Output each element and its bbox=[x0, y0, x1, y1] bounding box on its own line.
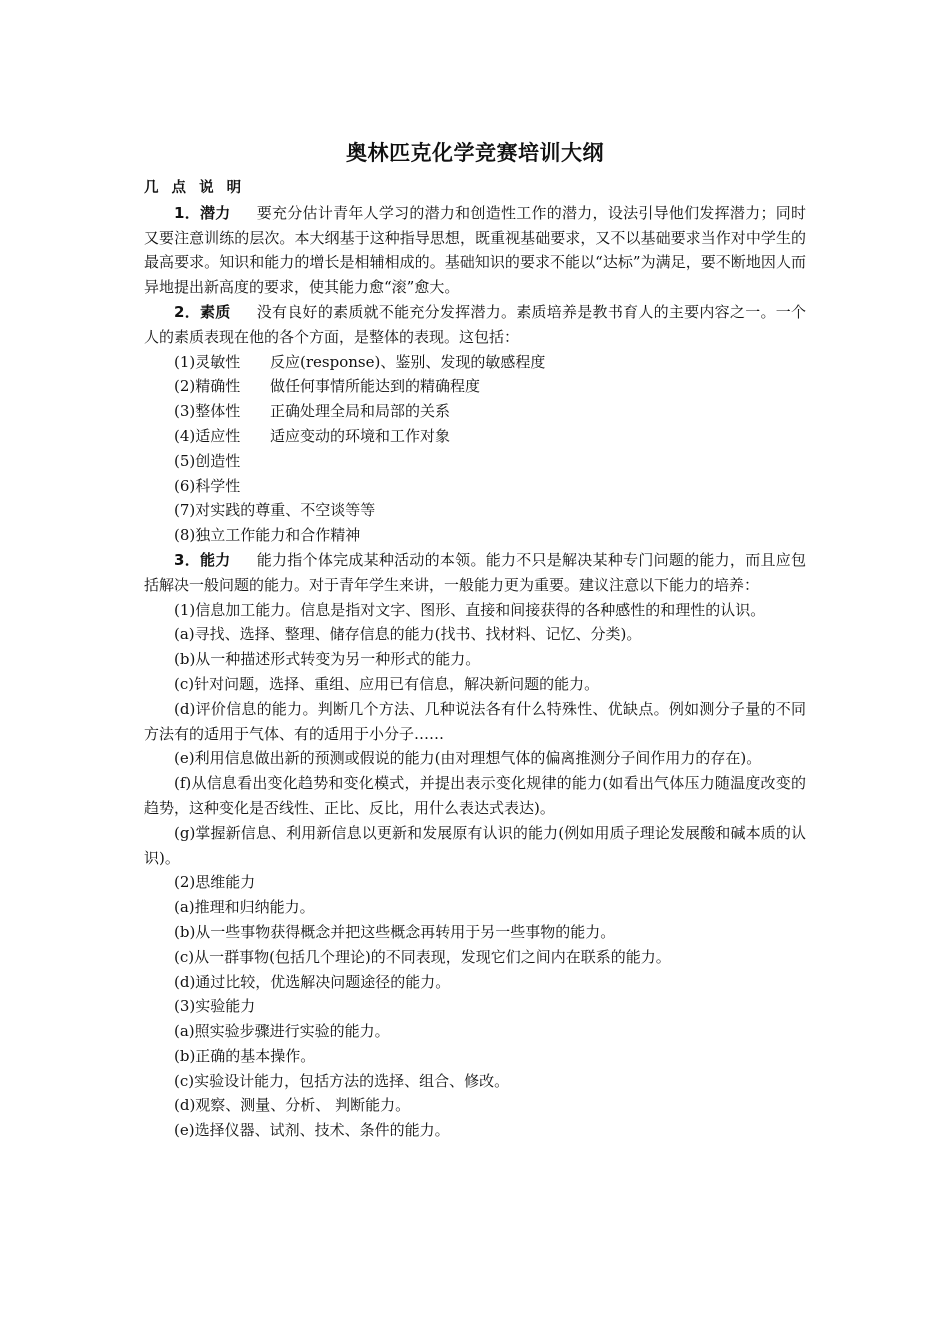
ability-item: (g)掌握新信息、利用新信息以更新和发展原有认识的能力(例如用质子理论发展酸和碱本质的认识)。 bbox=[144, 823, 806, 867]
quality-label: (1)灵敏性 bbox=[174, 352, 241, 371]
quality-label: (2)精确性 bbox=[174, 377, 241, 396]
quality-label: (6)科学性 bbox=[174, 476, 241, 495]
ability-item: (c)针对问题，选择、重组、应用已有信息，解决新问题的能力。 bbox=[174, 674, 600, 693]
paragraph-text: 没有良好的素质就不能充分发挥潜力。素质培养是教书育人的主要内容之一。一个人的素质表现在他的各个方面，是整体的表现。这包括： bbox=[144, 302, 806, 346]
ability-item: (d)观察、测量、分析、 判断能力。 bbox=[174, 1096, 411, 1115]
ability-item: (a)照实验步骤进行实验的能力。 bbox=[174, 1022, 390, 1041]
ability-item: (d)评价信息的能力。判断几个方法、几种说法各有什么特殊性、优缺点。例如测分子量的不同方法有的适用于气体、有的适用于小分子…… bbox=[144, 699, 806, 743]
quality-label: (8)独立工作能力和合作精神 bbox=[174, 526, 361, 545]
ability-item: (b)从一些事物获得概念并把这些概念再转用于另一些事物的能力。 bbox=[174, 922, 616, 941]
ability-item: (3)实验能力 bbox=[174, 997, 256, 1016]
quality-item bbox=[144, 474, 806, 499]
paragraph-number: 3． bbox=[174, 550, 200, 569]
section-heading: 几 点 说 明 bbox=[144, 180, 246, 196]
paragraph-ability bbox=[144, 548, 806, 598]
paragraph-text: 能力指个体完成某种活动的本领。能力不只是解决某种专门问题的能力，而且应包括解决一般问题的能力。对于青年学生来讲，一般能力更为重要。建议注意以下能力的培养： bbox=[144, 550, 806, 594]
quality-description: 正确处理全局和局部的关系 bbox=[270, 402, 451, 421]
paragraph-heading: 素质 bbox=[199, 302, 231, 321]
ability-item: (1)信息加工能力。信息是指对文字、图形、直接和间接获得的各种感性的和理性的认识。 bbox=[174, 600, 766, 619]
quality-label: (3)整体性 bbox=[174, 402, 241, 421]
ability-item: (2)思维能力 bbox=[174, 873, 256, 892]
quality-item bbox=[144, 399, 806, 424]
paragraph-heading: 潜力 bbox=[199, 203, 231, 222]
paragraph-number: 2． bbox=[174, 302, 200, 321]
quality-label: (5)创造性 bbox=[174, 451, 241, 470]
quality-item bbox=[144, 424, 806, 449]
quality-item bbox=[144, 350, 806, 375]
ability-item: (c)从一群事物(包括几个理论)的不同表现，发现它们之间内在联系的能力。 bbox=[174, 947, 671, 966]
ability-item: (f)从信息看出变化趋势和变化模式，并提出表示变化规律的能力(如看出气体压力随温度改变的趋势，这种变化是否线性、正比、反比，用什么表达式表达)。 bbox=[144, 774, 806, 817]
quality-item bbox=[144, 374, 806, 399]
ability-item: (a)寻找、选择、整理、储存信息的能力(找书、找材料、记忆、分类)。 bbox=[174, 625, 642, 644]
document-title: 奥林匹克化学竞赛培训大纲 bbox=[346, 141, 604, 165]
ability-item: (b)正确的基本操作。 bbox=[174, 1046, 316, 1065]
paragraph-heading: 能力 bbox=[199, 550, 231, 569]
ability-item: (e)利用信息做出新的预测或假说的能力(由对理想气体的偏离推测分子间作用力的存在)。 bbox=[174, 749, 762, 768]
quality-list bbox=[144, 350, 806, 548]
ability-item: (a)推理和归纳能力。 bbox=[174, 898, 315, 917]
paragraph-number: 1． bbox=[174, 203, 200, 222]
document-body bbox=[144, 176, 806, 1143]
ability-item: (d)通过比较，优选解决问题途径的能力。 bbox=[174, 972, 451, 991]
paragraph-text: 要充分估计青年人学习的潜力和创造性工作的潜力，设法引导他们发挥潜力；同时又要注意训练的层次。本大纲基于这种指导思想，既重视基础要求，又不以基础要求当作对中学生的最高要求。知识和能力的增长是相辅相成的。基础知识的要求不能以“达标”为满足，要不断地因人而异地提出新高度的要求，使其能力愈“滚”愈大。 bbox=[144, 203, 806, 297]
ability-item: (c)实验设计能力，包括方法的选择、组合、修改。 bbox=[174, 1071, 510, 1090]
ability-item: (e)选择仪器、试剂、技术、条件的能力。 bbox=[174, 1121, 450, 1140]
quality-item bbox=[144, 498, 806, 523]
quality-item bbox=[144, 523, 806, 548]
quality-item bbox=[144, 449, 806, 474]
paragraph-potential bbox=[144, 201, 806, 300]
quality-description: 反应(response)、鉴别、发现的敏感程度 bbox=[270, 352, 546, 371]
ability-item: (b)从一种描述形式转变为另一种形式的能力。 bbox=[174, 650, 481, 669]
quality-description: 适应变动的环境和工作对象 bbox=[270, 426, 451, 445]
paragraph-quality bbox=[144, 300, 806, 350]
quality-description: 做任何事情所能达到的精确程度 bbox=[270, 377, 481, 396]
quality-label: (7)对实践的尊重、不空谈等等 bbox=[174, 501, 376, 520]
ability-list bbox=[144, 598, 806, 1144]
quality-label: (4)适应性 bbox=[174, 426, 241, 445]
